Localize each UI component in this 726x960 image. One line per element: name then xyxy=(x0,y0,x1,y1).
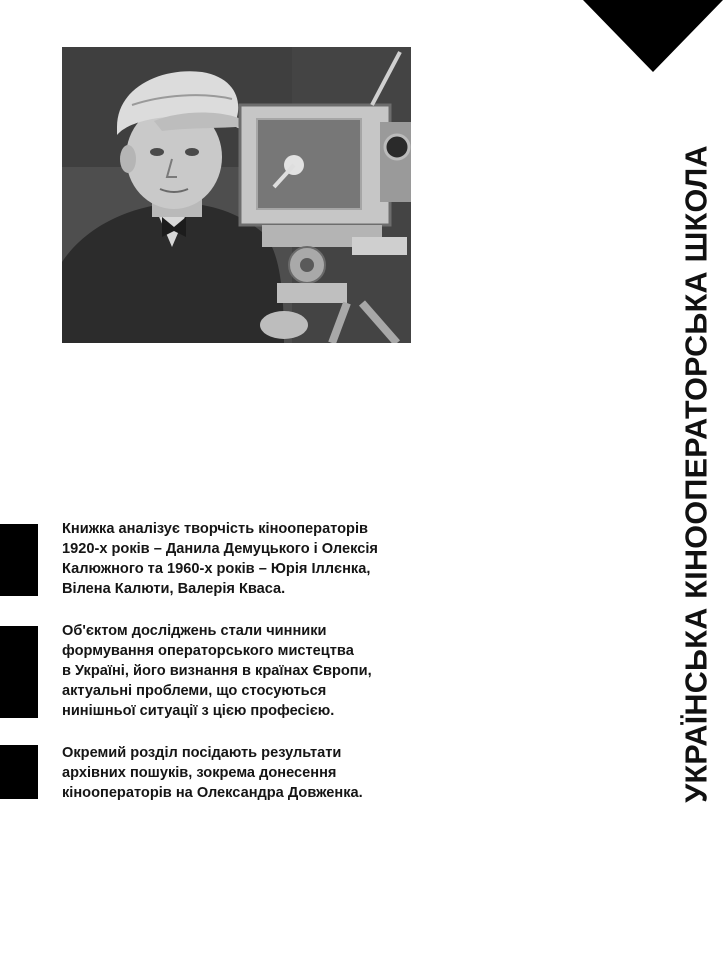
description-text xyxy=(62,519,432,825)
side-accent-bar-1 xyxy=(0,524,38,596)
vertical-title-container xyxy=(676,110,718,838)
vertical-title: УКРАЇНСЬКА КІНООПЕРАТОРСЬКА ШКОЛА xyxy=(679,145,714,803)
cameraman-photo xyxy=(62,47,411,343)
corner-triangle-decoration xyxy=(583,0,723,72)
side-accent-bar-2 xyxy=(0,626,38,718)
side-accent-bar-3 xyxy=(0,745,38,799)
paragraph-2: Об'єктом досліджень стали чинники формування операторського мистецтва в Україні, його визнання в країнах Європи, актуальні проблеми, що стосуються нинішньої ситуації з цією професією. xyxy=(62,623,372,719)
paragraph-1: Книжка аналізує творчість кінооператорів 1920-х років – Данила Демуцького і Олексія Калюжного та 1960-х років – Юрія Іллєнка, Вілена Калюти, Валерія Кваса. xyxy=(62,521,378,597)
paragraph-3: Окремий розділ посідають результати архівних пошуків, зокрема донесення кінооператорів на Олександра Довженка. xyxy=(62,745,363,801)
